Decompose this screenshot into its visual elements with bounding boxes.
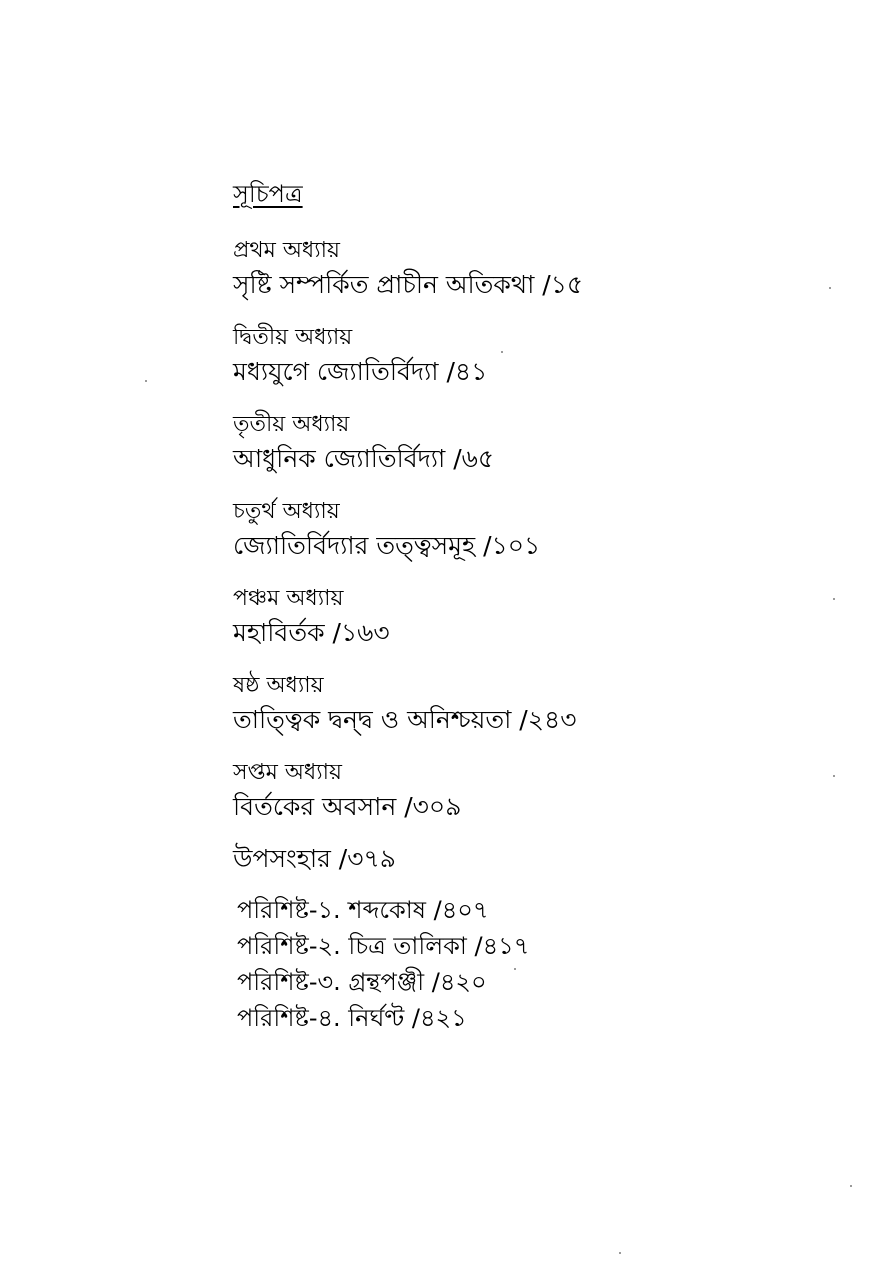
chapter-entry-4 xyxy=(233,497,540,565)
chapter-entry-2 xyxy=(233,323,487,391)
chapter-title: জ্যোতির্বিদ্যার তত্ত্বসমূহ /১০১ xyxy=(233,531,541,560)
chapter-label: প্রথম অধ্যায় xyxy=(233,238,340,263)
appendix-item-4: পরিশিষ্ট-৪. নির্ঘণ্ট /৪২১ xyxy=(237,1004,467,1032)
chapter-label: পঞ্চম অধ্যায় xyxy=(233,586,344,611)
scan-speck xyxy=(850,1185,852,1187)
scan-speck xyxy=(501,351,503,353)
chapter-entry-5 xyxy=(233,584,390,652)
scan-speck xyxy=(833,775,835,777)
chapter-title: মহাবির্তক /১৬৩ xyxy=(233,618,390,647)
scan-speck xyxy=(145,380,147,382)
appendix-item-3: পরিশিষ্ট-৩. গ্রন্থপঞ্জী /৪২০ xyxy=(237,968,487,996)
chapter-title: তাত্ত্বিক দ্বন্দ্ব ও অনিশ্চয়তা /২৪৩ xyxy=(233,705,577,734)
chapter-label: দ্বিতীয় অধ্যায় xyxy=(233,325,353,350)
chapter-label: সপ্তম অধ্যায় xyxy=(233,760,342,785)
scan-speck xyxy=(829,287,831,289)
chapter-title: আধুনিক জ্যোতির্বিদ্যা /৬৫ xyxy=(233,444,495,473)
scan-speck xyxy=(619,1252,621,1254)
chapter-label: ষষ্ঠ অধ্যায় xyxy=(233,673,324,698)
epilogue-entry: উপসংহার /৩৭৯ xyxy=(233,844,396,873)
scan-speck xyxy=(514,968,516,970)
appendix-item-1: পরিশিষ্ট-১. শব্দকোষ /৪০৭ xyxy=(237,896,489,924)
chapter-label: তৃতীয় অধ্যায় xyxy=(233,412,350,437)
chapter-entry-7 xyxy=(233,758,461,826)
chapter-title: বির্তকের অবসান /৩০৯ xyxy=(233,792,462,821)
toc-heading: সূচিপত্র xyxy=(233,180,303,208)
chapter-entry-3 xyxy=(233,410,494,478)
chapter-entry-6 xyxy=(233,671,576,739)
appendix-list xyxy=(237,892,529,1036)
chapter-entry-1 xyxy=(233,236,583,304)
scan-speck xyxy=(833,598,835,600)
chapter-label: চতুর্থ অধ্যায় xyxy=(233,499,340,524)
chapter-title: সৃষ্টি সম্পর্কিত প্রাচীন অতিকথা /১৫ xyxy=(233,270,584,299)
appendix-item-2: পরিশিষ্ট-২. চিত্র তালিকা /৪১৭ xyxy=(237,932,530,960)
chapter-title: মধ্যযুগে জ্যোতির্বিদ্যা /৪১ xyxy=(233,357,488,386)
